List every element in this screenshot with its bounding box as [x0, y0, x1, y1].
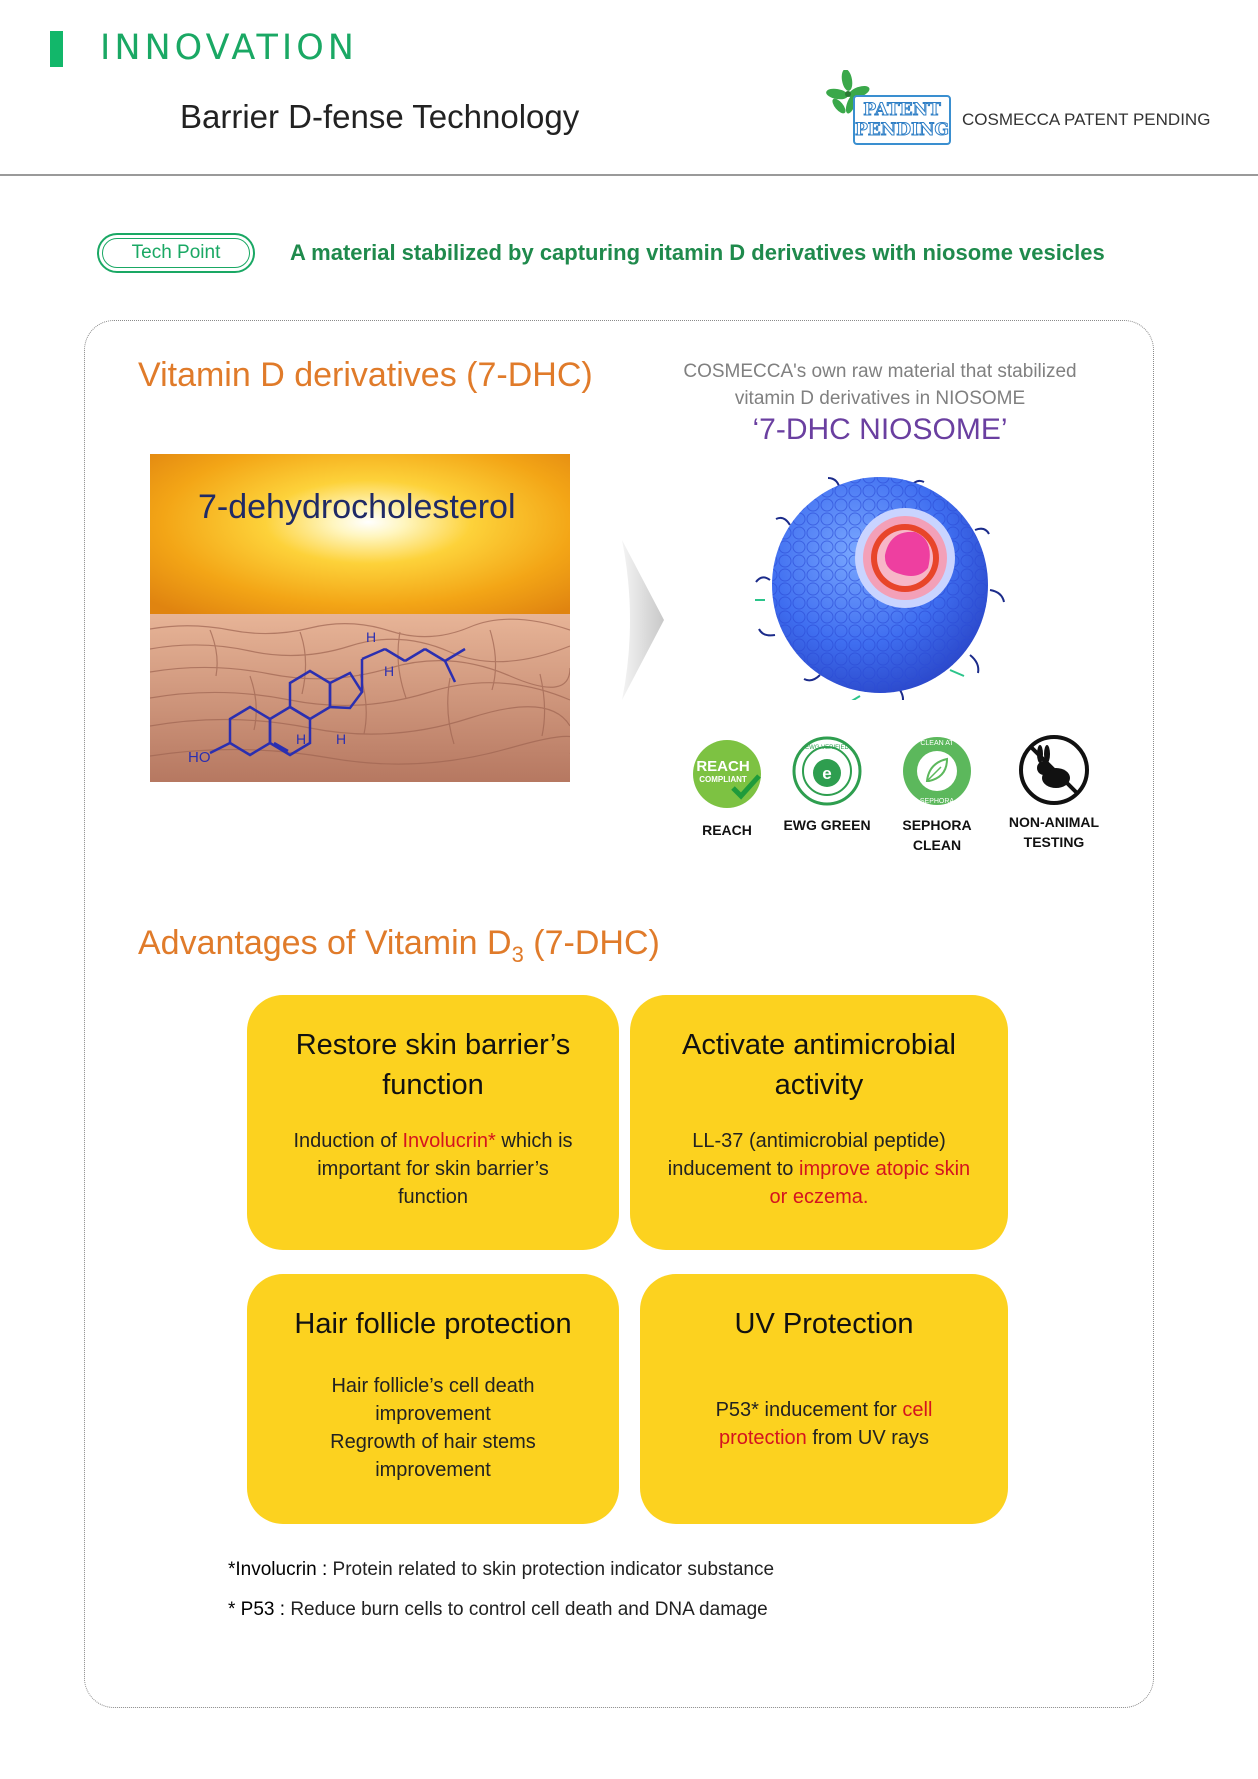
- card-body-text: function: [397, 1186, 469, 1208]
- cosmecca-description-line2: vitamin D derivatives in NIOSOME: [734, 388, 1026, 409]
- ewg-verified-icon: [789, 733, 865, 809]
- patent-pending-badge: [825, 70, 955, 150]
- dehydrocholesterol-label: 7-dehydrocholesterol: [198, 488, 516, 526]
- cosmecca-description: [640, 358, 1120, 412]
- reach-badge-line2: COMPLIANT: [699, 775, 747, 784]
- reach-compliant-icon: [689, 736, 765, 812]
- card-body-text: Regrowth of hair stems: [330, 1431, 536, 1453]
- advantage-card-uv: [640, 1274, 1008, 1524]
- card-title: Hair follicle protection: [294, 1308, 572, 1340]
- advantage-card-antimicrobial: [630, 995, 1008, 1250]
- card-body-highlight: or eczema.: [769, 1186, 869, 1208]
- section-accent-bar: [50, 31, 63, 67]
- vitamin-d-title: Vitamin D derivatives (7-DHC): [138, 356, 593, 394]
- advantages-title: [138, 924, 660, 968]
- molecule-h-label-4: H: [336, 731, 347, 747]
- cert-sephora-label: SEPHORA CLEAN: [902, 817, 972, 853]
- cert-reach: [672, 736, 782, 840]
- molecule-h-label-3: H: [296, 731, 307, 747]
- footnote-text: Reduce burn cells to control cell death and DNA damage: [290, 1599, 768, 1620]
- molecule-h-label: H: [366, 629, 377, 645]
- reach-badge-line1: REACH: [696, 758, 750, 775]
- niosome-name: ‘7-DHC NIOSOME’: [752, 413, 1008, 446]
- card-body-text: Hair follicle’s cell death: [331, 1375, 535, 1397]
- cert-ewg-label: EWG GREEN: [783, 817, 871, 833]
- card-body-highlight: Involucrin*: [402, 1130, 496, 1152]
- card-body-highlight: protection: [718, 1427, 807, 1449]
- card-body-text: which is: [495, 1130, 573, 1152]
- card-body-highlight: cell: [902, 1399, 933, 1421]
- footnote-p53: [228, 1599, 768, 1621]
- niosome-illustration: [750, 470, 1010, 700]
- advantages-title-sub: 3: [511, 941, 524, 967]
- card-body-text: LL-37 (antimicrobial peptide): [692, 1130, 946, 1152]
- card-body: [670, 1396, 978, 1452]
- card-body: [660, 1127, 978, 1211]
- molecule-ho-label: HO: [188, 749, 211, 766]
- dehydrocholesterol-image: [150, 454, 570, 782]
- card-title-line: function: [382, 1069, 484, 1101]
- card-body-highlight: improve atopic skin: [799, 1158, 971, 1180]
- card-body-text: P53* inducement for: [715, 1399, 903, 1421]
- footnote-term: *Involucrin :: [228, 1559, 333, 1580]
- card-body-text: improvement: [375, 1459, 491, 1481]
- section-label: INNOVATION: [100, 28, 358, 68]
- patent-pending-text: COSMECCA PATENT PENDING: [962, 110, 1211, 129]
- ewg-badge-text: EWG VERIFIED: [805, 745, 849, 751]
- cosmecca-description-line1: COSMECCA's own raw material that stabilized: [683, 361, 1077, 382]
- footnote-text: Protein related to skin protection indicator substance: [332, 1559, 775, 1580]
- card-title-line: Activate antimicrobial: [682, 1029, 956, 1061]
- advantages-title-pre: Advantages of Vitamin D: [138, 924, 512, 962]
- advantage-card-hair: [247, 1274, 619, 1524]
- tech-point-pill: [97, 233, 255, 273]
- tech-point-description: A material stabilized by capturing vitamin D derivatives with niosome vesicles: [290, 240, 1105, 265]
- page-title: Barrier D-fense Technology: [180, 98, 580, 135]
- card-title: [660, 1025, 978, 1105]
- molecule-h-label-2: H: [384, 663, 395, 679]
- advantages-title-post: (7-DHC): [523, 924, 660, 962]
- card-body-text: important for skin barrier’s: [317, 1158, 549, 1180]
- card-title-line: Restore skin barrier’s: [295, 1029, 571, 1061]
- card-body-text: from UV rays: [806, 1427, 930, 1449]
- cert-sephora: [882, 733, 992, 855]
- svg-text:e: e: [822, 764, 832, 783]
- cert-non-animal-label-line2: TESTING: [1023, 834, 1085, 850]
- card-body-text: improvement: [375, 1403, 491, 1425]
- patent-badge-line2: PENDING: [854, 120, 950, 140]
- patent-badge-line1: PATENT: [863, 100, 941, 120]
- no-animal-testing-icon: [1016, 732, 1092, 808]
- advantage-card-barrier: [247, 995, 619, 1250]
- card-title-line: activity: [774, 1069, 864, 1101]
- card-body: [277, 1127, 589, 1211]
- tech-point-label: Tech Point: [102, 238, 250, 268]
- cert-non-animal-label-line1: NON-ANIMAL: [1008, 814, 1100, 830]
- header-divider: [0, 174, 1258, 176]
- cert-ewg: [772, 733, 882, 835]
- footnote-involucrin: [228, 1559, 774, 1581]
- footnote-term: * P53 :: [228, 1599, 291, 1620]
- card-title: UV Protection: [734, 1308, 914, 1340]
- sephora-badge-bottom: SEPHORA: [919, 798, 955, 805]
- arrow-right-icon: [622, 540, 667, 700]
- card-body-text: inducement to: [667, 1158, 799, 1180]
- card-body-text: Induction of: [293, 1130, 403, 1152]
- cert-reach-label: REACH: [702, 822, 752, 838]
- card-body: [277, 1372, 589, 1484]
- card-title: [277, 1025, 589, 1105]
- clean-at-sephora-icon: [899, 733, 975, 809]
- cert-non-animal: [999, 732, 1109, 852]
- sephora-badge-top: CLEAN AT: [920, 740, 954, 747]
